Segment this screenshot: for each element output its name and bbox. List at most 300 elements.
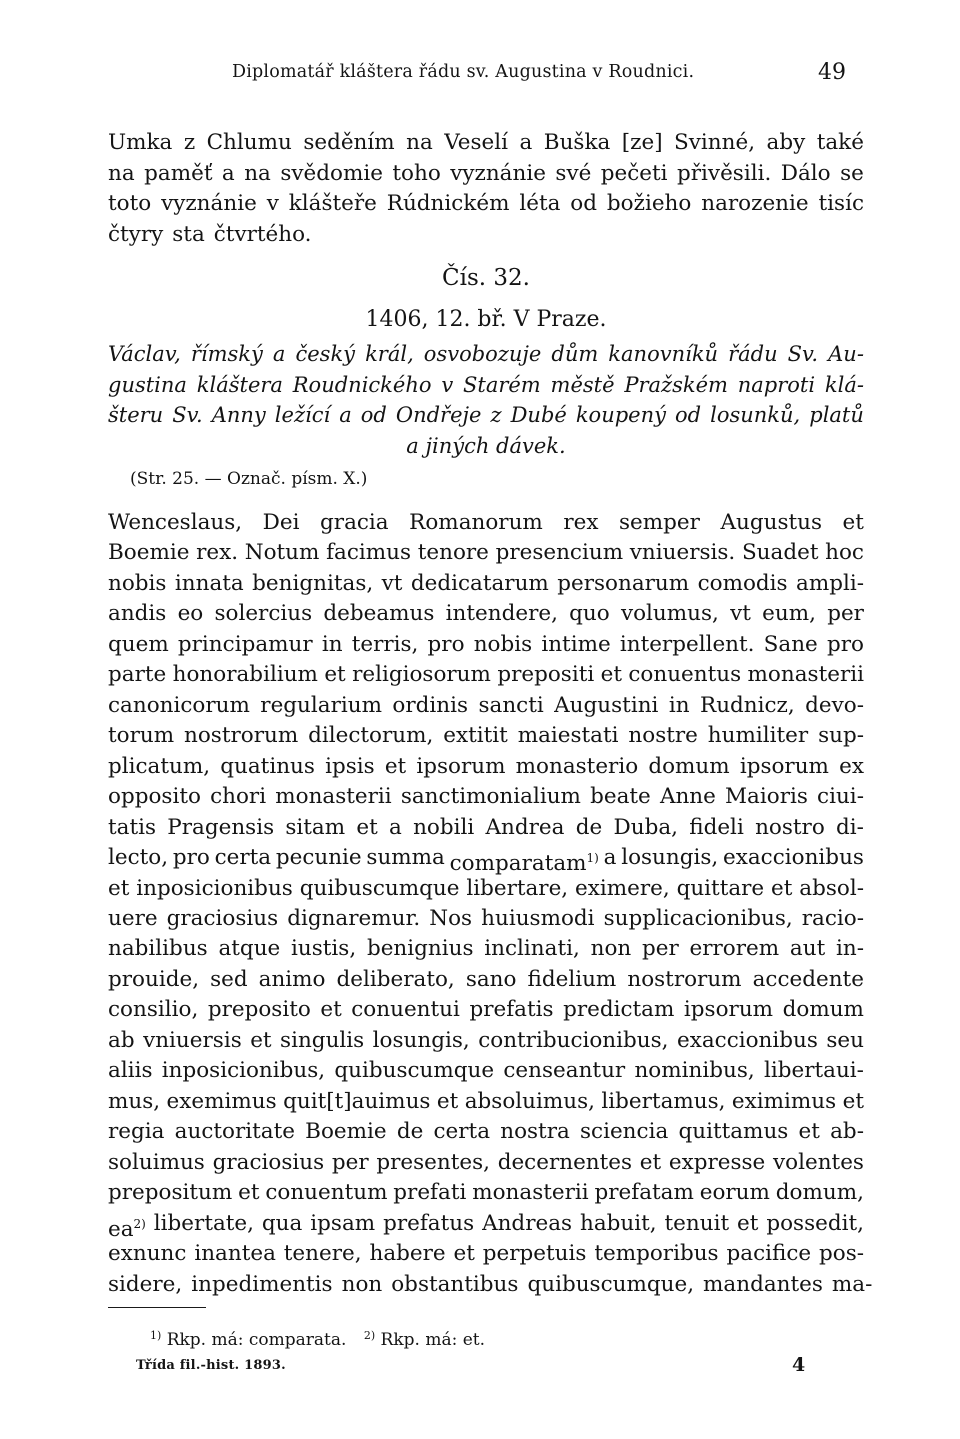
body-line (108, 508, 864, 538)
word: nostra (500, 1119, 570, 1145)
body-line (108, 843, 864, 877)
word: pecunie (275, 845, 362, 871)
word: maiestati (517, 723, 619, 749)
word: v (266, 191, 279, 216)
word: tatis (108, 814, 157, 840)
word: in- (836, 936, 864, 962)
word: se (840, 160, 864, 186)
word: aut (789, 936, 826, 962)
word: exemimus (166, 1088, 277, 1114)
body-line (108, 691, 864, 721)
word: andis (108, 601, 167, 627)
word: benignitas, (252, 570, 374, 596)
word: na (244, 160, 271, 186)
body-line (108, 1117, 864, 1147)
word: Augustus (720, 510, 823, 535)
word: fideli (689, 814, 744, 840)
word: kanovníků (608, 342, 719, 366)
word: nostrorum (184, 723, 299, 749)
body-line (108, 1026, 864, 1056)
word: summa (366, 845, 445, 871)
word: presencium (495, 540, 624, 566)
body-line (108, 995, 864, 1025)
word: Wenceslaus, (108, 510, 243, 535)
word: naproti (737, 372, 816, 397)
word: římský (190, 342, 263, 366)
word: consilio, (108, 997, 199, 1023)
word: gustina (108, 372, 187, 397)
word: od (360, 403, 387, 427)
word: Buška (543, 130, 611, 155)
word: klá- (824, 372, 864, 397)
word: ea$^{2)}$ (108, 1216, 146, 1242)
word: et (600, 662, 622, 688)
word: kláštera (196, 372, 283, 397)
word: také (816, 130, 864, 155)
word: nobis (473, 631, 533, 657)
word: et (453, 1241, 475, 1267)
word: seděním (303, 130, 395, 155)
source-note: (Str. 25. — Označ. písm. X.) (130, 469, 368, 489)
word: in (321, 631, 343, 657)
word: Andrea (485, 814, 565, 840)
word: a (272, 342, 286, 366)
word: nominibus, (634, 1058, 755, 1084)
word: ciui- (817, 784, 864, 810)
word: libertaui- (763, 1058, 864, 1084)
word: fidelium (527, 966, 617, 992)
word: exaccionibus (723, 845, 864, 871)
word: Svinné, (674, 130, 756, 155)
word: sano (465, 966, 517, 992)
word: městě (550, 372, 615, 397)
word: absoluimus, (464, 1088, 595, 1114)
word: čtyry (108, 221, 164, 247)
word: et (842, 510, 864, 535)
regest-line (108, 370, 864, 400)
word: platů (809, 403, 864, 427)
word: monasterii (747, 662, 864, 688)
word: nabilibus (108, 936, 208, 962)
word: tenuit (664, 1210, 730, 1236)
word: vyznánie (161, 191, 257, 216)
word: paměť (144, 160, 213, 186)
word: et (436, 1088, 459, 1114)
word: přivěsili. (677, 160, 772, 186)
word: certa (433, 1119, 491, 1145)
footnote-reference: 1) (586, 851, 599, 866)
word: ležící (274, 403, 331, 427)
word: Augustini (554, 692, 659, 718)
word: Dubé (510, 403, 567, 427)
intro-line (108, 220, 864, 250)
word: monasterii (275, 784, 392, 810)
sheet-mark: 4 (792, 1354, 806, 1376)
word: semper (619, 510, 700, 535)
word: Duba, (613, 814, 678, 840)
body-line (108, 599, 864, 629)
word: na (406, 130, 433, 155)
word: plicatum, (108, 753, 211, 779)
word: mandantes (703, 1271, 823, 1297)
word: pacifice (726, 1241, 812, 1267)
word: uere (108, 905, 158, 931)
word: comodis (697, 570, 788, 596)
word: qua (261, 1210, 303, 1236)
body-line (108, 965, 864, 995)
word: Umka (108, 130, 173, 155)
word: sidere, (108, 1271, 183, 1297)
word: vniuersis (143, 1027, 242, 1053)
body-line (108, 569, 864, 599)
word: sup- (818, 723, 864, 749)
intro-line (108, 189, 864, 219)
body-line (108, 934, 864, 964)
word: ab (108, 1027, 135, 1053)
word: Romanorum (409, 510, 543, 535)
word: et (798, 1119, 820, 1145)
word: prefati (393, 1180, 467, 1206)
word: expresse (668, 1149, 766, 1175)
regest-line (108, 400, 864, 430)
word: et (771, 875, 793, 901)
word: et (108, 875, 130, 901)
word: sancti (478, 692, 544, 718)
word: toho (392, 160, 441, 186)
word: vyznánie (450, 160, 546, 186)
word: a (389, 814, 402, 840)
word: léta (519, 191, 561, 216)
word: deliberato, (336, 966, 455, 992)
word: religiosorum (352, 662, 491, 688)
running-title: Diplomatář kláštera řádu sv. Augustina v Roudnici. (232, 62, 695, 82)
word: quittamus (678, 1119, 789, 1145)
sheet-signature: Třída fil.-hist. 1893. (136, 1358, 286, 1373)
word: a (221, 160, 235, 186)
word: quibuscumque, (527, 1271, 695, 1297)
body-line (108, 1056, 864, 1086)
word: intime (541, 631, 611, 657)
word: quibuscumque (334, 1058, 495, 1084)
document-number: Čís. 32. (442, 265, 530, 291)
word: eximere, (575, 875, 670, 901)
footnote-2-text: Rkp. má: et. (380, 1330, 486, 1350)
word: ex (839, 753, 864, 779)
word: obstantibus (391, 1271, 519, 1297)
word: z (490, 403, 502, 427)
word: vt (730, 601, 751, 627)
word: šteru (108, 403, 164, 427)
word: graciosius (166, 905, 279, 931)
word: Boemie (305, 1119, 387, 1145)
word: racio- (801, 905, 864, 931)
word: od (570, 191, 598, 216)
word: mus, (108, 1088, 161, 1114)
word: singulis (280, 1027, 365, 1053)
word: debeamus (323, 601, 435, 627)
word: prepositi (497, 662, 595, 688)
body-line (108, 874, 864, 904)
word: libertamus, (601, 1088, 726, 1114)
word: z (183, 130, 196, 155)
word: Suadet (741, 540, 819, 566)
word: domum (782, 997, 864, 1023)
word: extitit (443, 723, 508, 749)
word: habere (369, 1241, 446, 1267)
footnotes (150, 1325, 485, 1351)
word: své (555, 160, 592, 186)
word: Dei (262, 510, 300, 535)
word: sitam (285, 814, 346, 840)
word: de (396, 1119, 424, 1145)
word: ipsorum (416, 753, 506, 779)
word: tenore (417, 540, 489, 566)
word: opposito (108, 784, 201, 810)
word: pro (427, 631, 465, 657)
word: monasterii (472, 1180, 589, 1206)
word: losunků, (710, 403, 801, 427)
word: Sv. (787, 342, 819, 366)
word: Starém (463, 372, 541, 397)
word: klášteře (288, 191, 377, 216)
word: conuentum (265, 1180, 388, 1206)
word: accedente (752, 966, 864, 992)
word: ma- (831, 1271, 873, 1297)
body-line (108, 904, 864, 934)
body-line (108, 1270, 873, 1300)
word: Roudnického (292, 372, 432, 397)
word: certa (214, 845, 272, 871)
footnote-2-mark: 2) (363, 1329, 376, 1342)
word: quittare (676, 875, 765, 901)
body-line (108, 782, 864, 812)
word: Sv. (172, 403, 203, 427)
word: quatinus (220, 753, 315, 779)
word: rex. (196, 540, 239, 566)
body-line (108, 752, 864, 782)
word: quo (569, 601, 610, 627)
word: inantea (194, 1241, 276, 1267)
body-line (108, 1178, 864, 1208)
word: monasterio (515, 753, 639, 779)
word: soluimus (108, 1149, 205, 1175)
word: Václav, (108, 342, 181, 366)
word: per (331, 1149, 369, 1175)
word: dům (551, 342, 599, 366)
word: vt (381, 570, 403, 596)
word: božieho (606, 191, 692, 216)
word: řádu (728, 342, 778, 366)
word: dilectorum, (308, 723, 434, 749)
word: ordinis (392, 692, 469, 718)
word: prefatis (469, 997, 554, 1023)
word: non (590, 936, 632, 962)
body-line (108, 1239, 864, 1269)
word: habuit, (579, 1210, 657, 1236)
word: losungis, (372, 1027, 470, 1053)
word: Chlumu (206, 130, 292, 155)
word: decernentes (497, 1149, 633, 1175)
word: supplicacionibus, (603, 905, 793, 931)
word: in (668, 692, 690, 718)
footnote-1-text: Rkp. má: comparata. (166, 1330, 347, 1350)
word: benignius (366, 936, 474, 962)
word: eo (177, 601, 204, 627)
word: tisíc (818, 191, 864, 216)
word: aliis (108, 1058, 153, 1084)
word: koupený (575, 403, 666, 427)
word: predictam (563, 997, 675, 1023)
word: quit[t]auimus (283, 1088, 431, 1114)
word: exaccionibus (676, 1027, 818, 1053)
word: inpedimentis (191, 1271, 333, 1297)
word: Boemie (108, 540, 190, 566)
word: et (324, 662, 346, 688)
word: a (339, 403, 352, 427)
body-line (108, 1209, 864, 1242)
word: comparatam$^{1)}$ (449, 851, 599, 877)
word: presentes, (376, 1149, 490, 1175)
word: eorum (699, 1180, 770, 1206)
word: domum, (775, 1180, 864, 1206)
word: di- (836, 814, 864, 840)
word: narozenie (701, 191, 809, 216)
word: pečeti (600, 160, 668, 186)
footnote-1-mark: 1) (150, 1329, 162, 1342)
word: contribucionibus, (478, 1027, 669, 1053)
word: nostrorum (627, 966, 742, 992)
word: iustis, (291, 936, 357, 962)
word: temporibus (594, 1241, 719, 1267)
body-line (108, 721, 864, 751)
word: Rúdnickém (386, 191, 510, 216)
word: beate (590, 784, 651, 810)
word: intendere, (445, 601, 558, 627)
word: prepositum (108, 1180, 233, 1206)
word: Anne (659, 784, 716, 810)
word: nobis (108, 570, 167, 596)
word: hoc (825, 540, 864, 566)
regest-line (108, 339, 864, 369)
word: [ze] (621, 130, 663, 155)
body-line (108, 1087, 864, 1117)
word: ipsis (325, 753, 375, 779)
word: sed (210, 966, 248, 992)
word: et (320, 997, 342, 1023)
word: prefatam (594, 1180, 694, 1206)
word: král, (365, 342, 414, 366)
word: od (675, 403, 702, 427)
word: Veselí (444, 130, 509, 155)
word: torum (108, 723, 175, 749)
word: exnunc (108, 1241, 187, 1267)
word: solercius (214, 601, 313, 627)
footnote-reference: 2) (133, 1216, 146, 1231)
word: et (737, 1210, 759, 1236)
word: ab- (830, 1119, 864, 1145)
word: osvobozuje (423, 342, 542, 366)
word: conuentui (351, 997, 460, 1023)
word: per (642, 936, 679, 962)
word: personarum (557, 570, 690, 596)
word: ipsorum (683, 997, 774, 1023)
word: a (603, 845, 617, 871)
word: et (356, 814, 378, 840)
word: et (842, 1088, 864, 1114)
word: graciosius (212, 1149, 325, 1175)
word: volumus, (620, 601, 719, 627)
word: na (108, 160, 135, 186)
word: de (575, 814, 603, 840)
word: v (441, 372, 454, 397)
body-line (108, 813, 864, 843)
word: ipsam (310, 1210, 376, 1236)
word: regularium (260, 692, 382, 718)
body-line (108, 1148, 864, 1178)
word: Au- (828, 342, 864, 366)
word: eum, (762, 601, 816, 627)
word: gracia (320, 510, 389, 535)
word: nostro (755, 814, 825, 840)
word: conuentus (628, 662, 742, 688)
word: parte (108, 662, 167, 688)
word: humiliter (707, 723, 809, 749)
word: Sane (763, 631, 818, 657)
word: sciencia (580, 1119, 669, 1145)
word: Anny (211, 403, 266, 427)
word: Notum (244, 540, 320, 566)
word: ipsorum (739, 753, 829, 779)
intro-line (108, 159, 864, 189)
word: a (519, 130, 533, 155)
word: tenere, (283, 1241, 362, 1267)
word: innata (174, 570, 244, 596)
word: ampli- (796, 570, 864, 596)
word: dedicatarum (410, 570, 549, 596)
word: toto (108, 191, 152, 216)
word: nostre (628, 723, 698, 749)
word: inposicionibus, (161, 1058, 326, 1084)
word: prefatus (383, 1210, 475, 1236)
word: non (341, 1271, 383, 1297)
word: regia (108, 1119, 165, 1145)
word: prouide, (108, 966, 200, 992)
word: sta (172, 221, 205, 247)
word: volentes (773, 1149, 864, 1175)
word: principamur (177, 631, 313, 657)
word: et (639, 1149, 662, 1175)
word: Rudnicz, (700, 692, 795, 718)
body-line (108, 660, 864, 690)
word: Andreas (482, 1210, 573, 1236)
word: domum (648, 753, 730, 779)
word: inposicionibus (136, 875, 293, 901)
word: Ondřeje (395, 403, 482, 427)
word: svědomie (280, 160, 383, 186)
word: losungis, (621, 845, 719, 871)
word: possedit, (766, 1210, 864, 1236)
word: et (250, 1027, 272, 1053)
word: animo (258, 966, 326, 992)
word: absol- (799, 875, 864, 901)
word: vniuersis. (629, 540, 736, 566)
word: censeantur (503, 1058, 626, 1084)
word: libertate, (153, 1210, 254, 1236)
word: čtvrtého. (213, 221, 312, 247)
word: lecto, (108, 845, 169, 871)
word: pro (826, 631, 864, 657)
body-line (108, 630, 864, 660)
